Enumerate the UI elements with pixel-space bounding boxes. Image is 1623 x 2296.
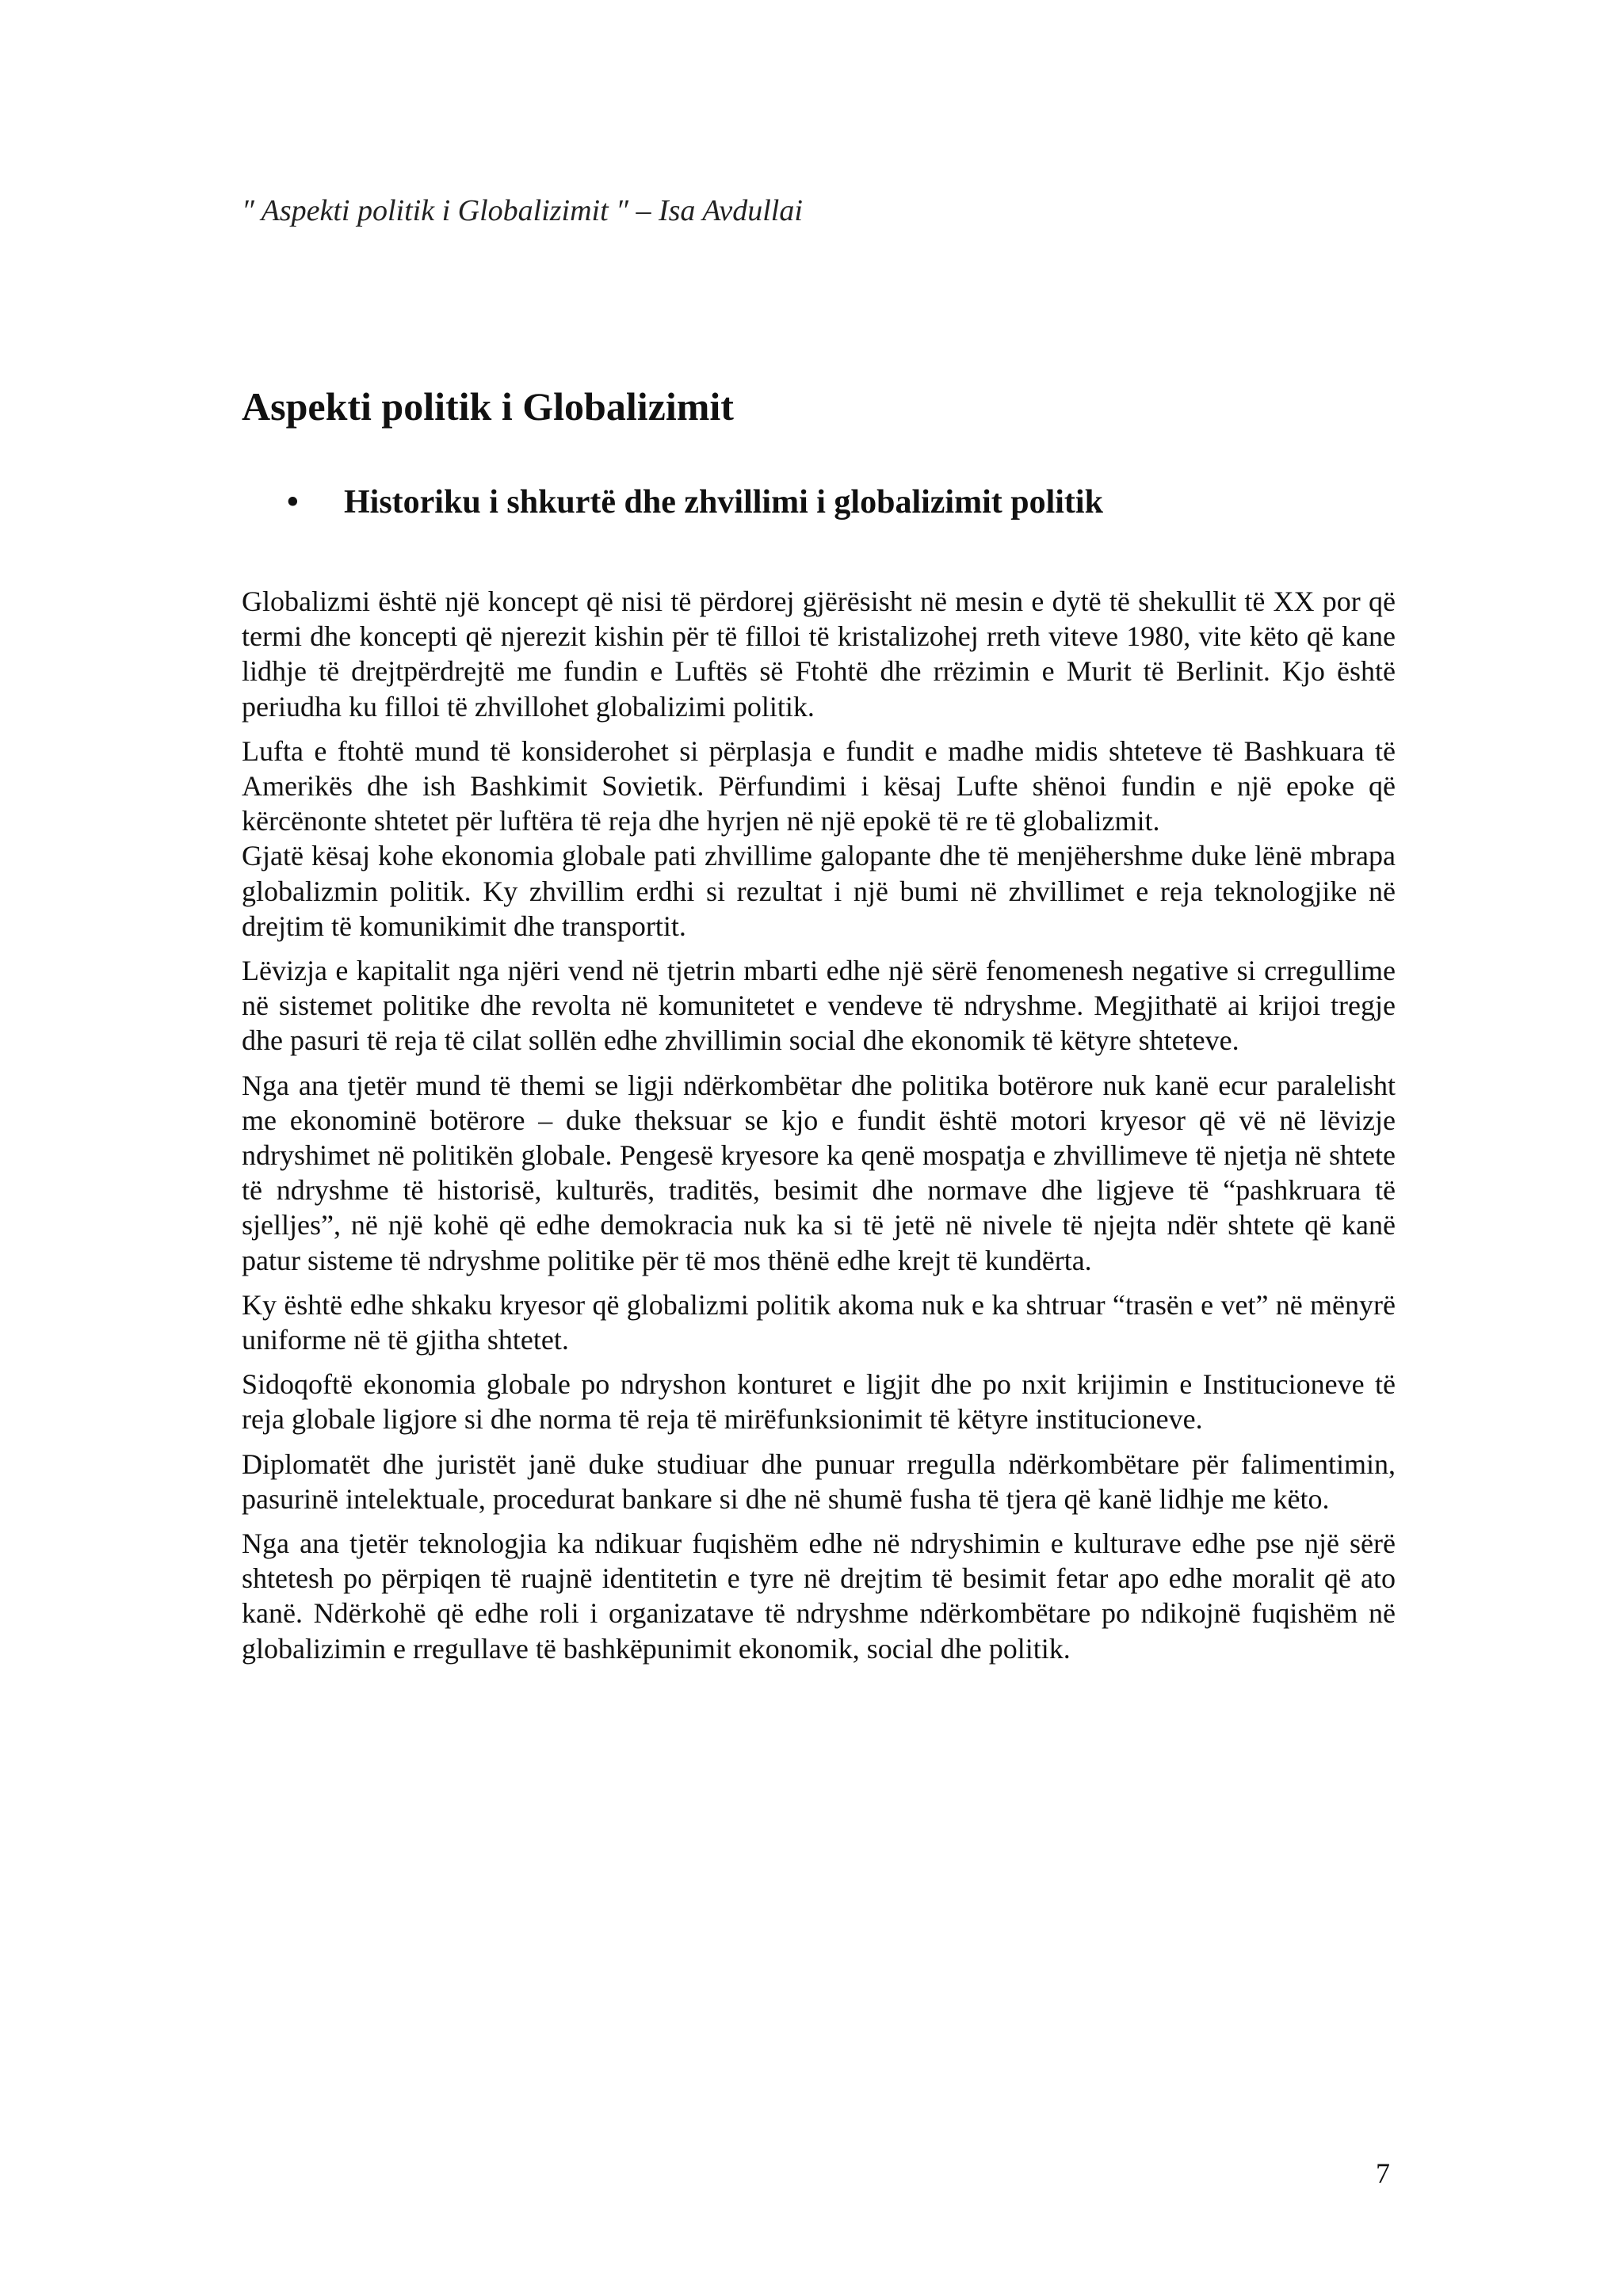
paragraph-4: Lëvizja e kapitalit nga njëri vend në tjetrin mbarti edhe një sërë fenomenesh negative si crregullime në sistemet politike dhe revolta në komunitetet e vendeve të ndryshme. Megjithatë ai krijoi tregje dhe pasuri të reja të cilat sollën edhe zhvillimin social dhe ekonomik të këtyre shteteve.: [242, 955, 1396, 1057]
paragraph-7: Sidoqoftë ekonomia globale po ndryshon konturet e ligjit dhe po nxit krijimin e Institucioneve të reja globale ligjore si dhe norma të reja të mirëfunksionimit të këtyre institucioneve.: [242, 1368, 1396, 1436]
paragraph-9: Nga ana tjetër teknologjia ka ndikuar fuqishëm edhe në ndryshimin e kulturave edhe pse një sërë shtetesh po përpiqen të ruajnë identitetin e tyre në drejtim të besimit fetar apo edhe moralit që ato kanë. Ndërkohë që edhe roli i organizatave të ndryshme ndërkombëtare po ndikojnë fuqishëm në globalizimin e rregullave të bashkëpunimit ekonomik, social dhe politik.: [242, 1527, 1396, 1665]
page-number: 7: [1376, 2157, 1390, 2189]
bullet-icon: •: [287, 484, 299, 521]
paragraph-2: Lufta e ftohtë mund të konsiderohet si përplasja e fundit e madhe midis shteteve të Bashkuara të Amerikës dhe ish Bashkimit Sovietik. Përfundimi i kësaj Lufte shënoi fundin e një epoke që kërcënonte shtetet për luftëra të reja dhe hyrjen në një epokë të re të globalizmit.: [242, 734, 1396, 837]
paragraph-3: Gjatë kësaj kohe ekonomia globale pati zhvillime galopante dhe të menjëhershme duke lënë mbrapa globalizmin politik. Ky zhvillim erdhi si rezultat i një bumi në zhvillimet e reja teknologjike në drejtim të komunikimit dhe transportit.: [242, 840, 1396, 942]
paragraph-1: Globalizmi është një koncept që nisi të përdorej gjërësisht në mesin e dytë të shekullit të XX por që termi dhe koncepti që njerezit kishin për të filloi të kristalizohej rreth viteve 1980, vite këto që kane lidhje të drejtpërdrejtë me fundin e Luftës së Ftohtë dhe rrëzimin e Murit të Berlinit. Kjo është periudha ku filloi të zhvillohet globalizimi politik.: [242, 585, 1396, 723]
body-text: [242, 584, 1396, 1676]
section-heading: [287, 483, 1103, 521]
running-header: ″ Aspekti politik i Globalizimit ″ – Isa Avdullai: [242, 194, 803, 227]
section-heading-text: Historiku i shkurtë dhe zhvillimi i globalizimit politik: [344, 484, 1103, 521]
chapter-title: Aspekti politik i Globalizimit: [242, 384, 734, 429]
paragraph-6: Ky është edhe shkaku kryesor që globalizmi politik akoma nuk e ka shtruar “trasën e vet” në mënyrë uniforme në të gjitha shtetet.: [242, 1288, 1396, 1356]
paragraph-5: Nga ana tjetër mund të themi se ligji ndërkombëtar dhe politika botërore nuk kanë ecur paralelisht me ekonominë botërore – duke theksuar se kjo e fundit është motori kryesor që vë në lëvizje ndryshimet në politikën globale. Pengesë kryesore ka qenë mospatja e zhvillimeve të njetja në shtete të ndryshme të historisë, kulturës, traditës, besimit dhe normave dhe ligjeve të “pashkruara të sjelljes”, në një kohë që edhe demokracia nuk ka si të jetë në nivele të njejta ndër shtete që kanë patur sisteme të ndryshme politike për të mos thënë edhe krejt të kundërta.: [242, 1069, 1396, 1276]
paragraph-8: Diplomatët dhe juristët janë duke studiuar dhe punuar rregulla ndërkombëtare për falimentimin, pasurinë intelektuale, procedurat bankare si dhe në shumë fusha të tjera që kanë lidhje me këto.: [242, 1447, 1396, 1515]
